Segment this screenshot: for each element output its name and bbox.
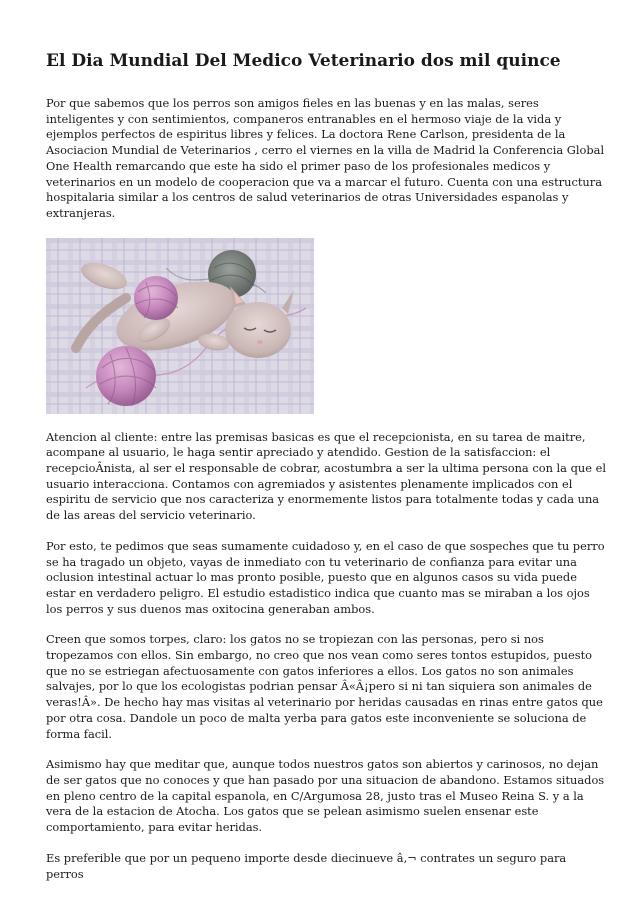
paragraph-seguro: Es preferible que por un pequeno importe desde diecinueve â‚¬ contrates un seguro para perros xyxy=(46,850,567,881)
paragraph-asimismo: Asimismo hay que meditar que, aunque todos nuestros gatos son abiertos y carinosos, no dejan de ser gatos que no conoces y que han pasado por una situacion de abandono. Estamos situados en pleno centro de la capital espanola, en C/Argumosa 28, justo tras el Museo Reina S. y a la vera de la estacion de Atocha. Los gatos que se pelean asimismo suelen ensenar este comportamiento, para evitar heridas. xyxy=(46,757,605,835)
document-page xyxy=(46,0,606,882)
paragraph-atencion: Atencion al cliente: entre las premisas basicas es que el recepcionista, en su tarea de maitre, acompane al usuario, le haga sentir apreciado y atendido. Gestion de la satisfaccion: el recepcioÂnista, al ser el responsable de cobrar, acostumbra a ser la ultima persona con la que el usuario interacciona. Contamos con agremiados y asistentes plenamente implicados con el espiritu de servicio que nos caracteriza y enormemente listos para totalmente todas y cada una de las areas del servicio veterinario. xyxy=(46,429,606,523)
document-title: El Dia Mundial Del Medico Veterinario dos mil quince xyxy=(46,51,561,71)
paragraph-cuidado: Por esto, te pedimos que seas sumamente cuidadoso y, en el caso de que sospeches que tu perro se ha tragado un objeto, vayas de inmediato con tu veterinario de confianza para evitar una oclusion intestinal actuar lo mas pronto posible, puesto que en algunos casos su vida puede estar en verdadero peligro. El estudio estadistico indica que cuanto mas se miraban a los ojos los perros y sus duenos mas oxitocina generaban ambos. xyxy=(46,538,605,616)
kitten-photo xyxy=(46,238,314,414)
paragraph-gatos: Creen que somos torpes, claro: los gatos no se tropiezan con las personas, pero si nos tropezamos con ellos. Sin embargo, no creo que nos vean como seres tontos estupidos, puesto que no se estriegan afectuosamente con gatos inferiores a ellos. Los gatos no son animales salvajes, por lo que los ecologistas podrian pensar Â«Â¡pero si ni tan siquiera son animales de veras!Â». De hecho hay mas visitas al veterinario por heridas causadas en rinas entre gatos que por otra cosa. Dandole un poco de malta yerba para gatos este inconveniente se soluciona de forma facil. xyxy=(46,632,603,741)
kitten-illustration xyxy=(46,238,314,414)
paragraph-intro: Por que sabemos que los perros son amigos fieles en las buenas y en las malas, seres inteligentes y con sentimientos, companeros entranables en el hermoso viaje de la vida y ejemplos perfectos de espiritus libres y felices. La doctora Rene Carlson, presidenta de la Asociacion Mundial de Veterinarios , cerro el viernes en la villa de Madrid la Conferencia Global One Health remarcando que este ha sido el primer paso de los profesionales medicos y veterinarios en un modelo de cooperacion que va a marcar el futuro. Cuenta con una estructura hospitalaria similar a los centros de salud veterinarios de otras Universidades espanolas y extranjeras. xyxy=(46,96,605,220)
